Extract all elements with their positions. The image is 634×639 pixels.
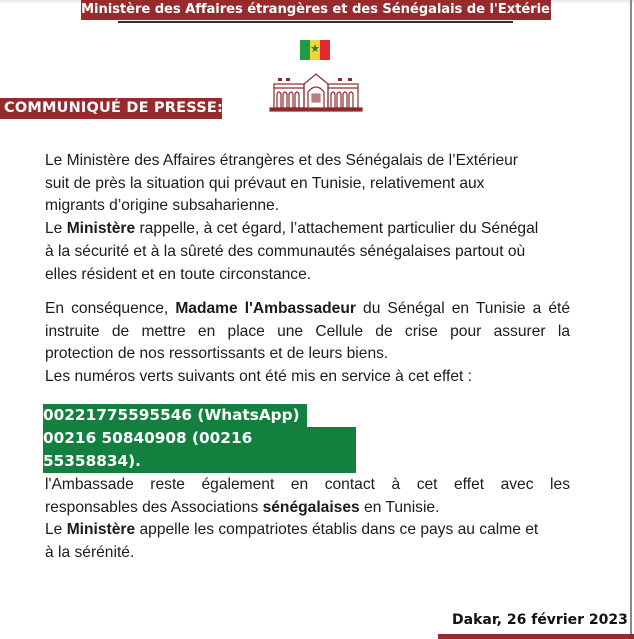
star-icon: ★ [310, 43, 320, 55]
hotline-tunisia: 00216 50840908 (00216 55358834). [43, 427, 356, 473]
text-line [45, 519, 570, 542]
text-line: protection de nos ressortissants et de leurs biens. [45, 345, 389, 363]
text-line [45, 218, 570, 241]
date-location: Dakar, 26 février 2023 [452, 612, 628, 628]
hotline-whatsapp: 00221775595546 (WhatsApp) [43, 404, 307, 427]
text-span: du Sénégal en Tunisie a été [355, 300, 571, 317]
bold-senegalaises: sénégalaises [262, 498, 360, 516]
bold-ministere: Ministère [66, 521, 136, 539]
text-line [45, 497, 570, 520]
text-span: Le [45, 521, 67, 539]
text-span: Le [45, 220, 67, 238]
footer-bar [438, 634, 634, 639]
hotline-numbers [43, 404, 356, 473]
text-line: l'Ambassade reste également en contact à cet effet avec les [45, 476, 570, 493]
page-border [630, 0, 632, 639]
text-line: instruite de mettre en place une Cellule de crise pour assurer la [45, 322, 570, 340]
bold-ambassadeur: Madame l'Ambassadeur [175, 300, 356, 317]
text-line: à la sécurité et à la sûreté des communautés sénégalaises partout où [45, 242, 526, 260]
bold-ministere: Ministère [66, 220, 136, 238]
paragraph-situation [45, 150, 570, 286]
banner-underline [118, 21, 513, 23]
text-span: rappelle, à cet égard, l’attachement particulier du Sénégal [135, 220, 539, 238]
text-line: Le Ministère des Affaires étrangères et des Sénégalais de l’Extérieur [45, 152, 518, 169]
text-line: migrants d’origine subsaharienne. [45, 197, 280, 215]
press-release-label: COMMUNIQUÉ DE PRESSE: [0, 98, 222, 119]
text-line: à la sérénité. [45, 544, 135, 562]
text-line: suit de près la situation qui prévaut en Tunisie, relativement aux [45, 174, 485, 192]
ministry-title-banner: Ministère des Affaires étrangères et des Sénégalais de l'Extérieur [81, 0, 551, 20]
text-line: Les numéros verts suivants ont été mis en service à cet effet : [45, 368, 473, 386]
ministry-building-icon [268, 70, 364, 112]
senegal-flag-icon [300, 40, 330, 60]
text-line [45, 298, 570, 321]
paragraph-associations [45, 474, 570, 565]
text-span: en Tunisie. [359, 498, 440, 516]
text-line: elles résident et en toute circonstance. [45, 265, 312, 283]
paragraph-crisis-cell [45, 298, 570, 389]
text-span: En conséquence, [45, 300, 176, 317]
text-span: responsables des Associations [45, 498, 263, 516]
text-span: appelle les compatriotes établis dans ce pays au calme et [135, 521, 539, 539]
